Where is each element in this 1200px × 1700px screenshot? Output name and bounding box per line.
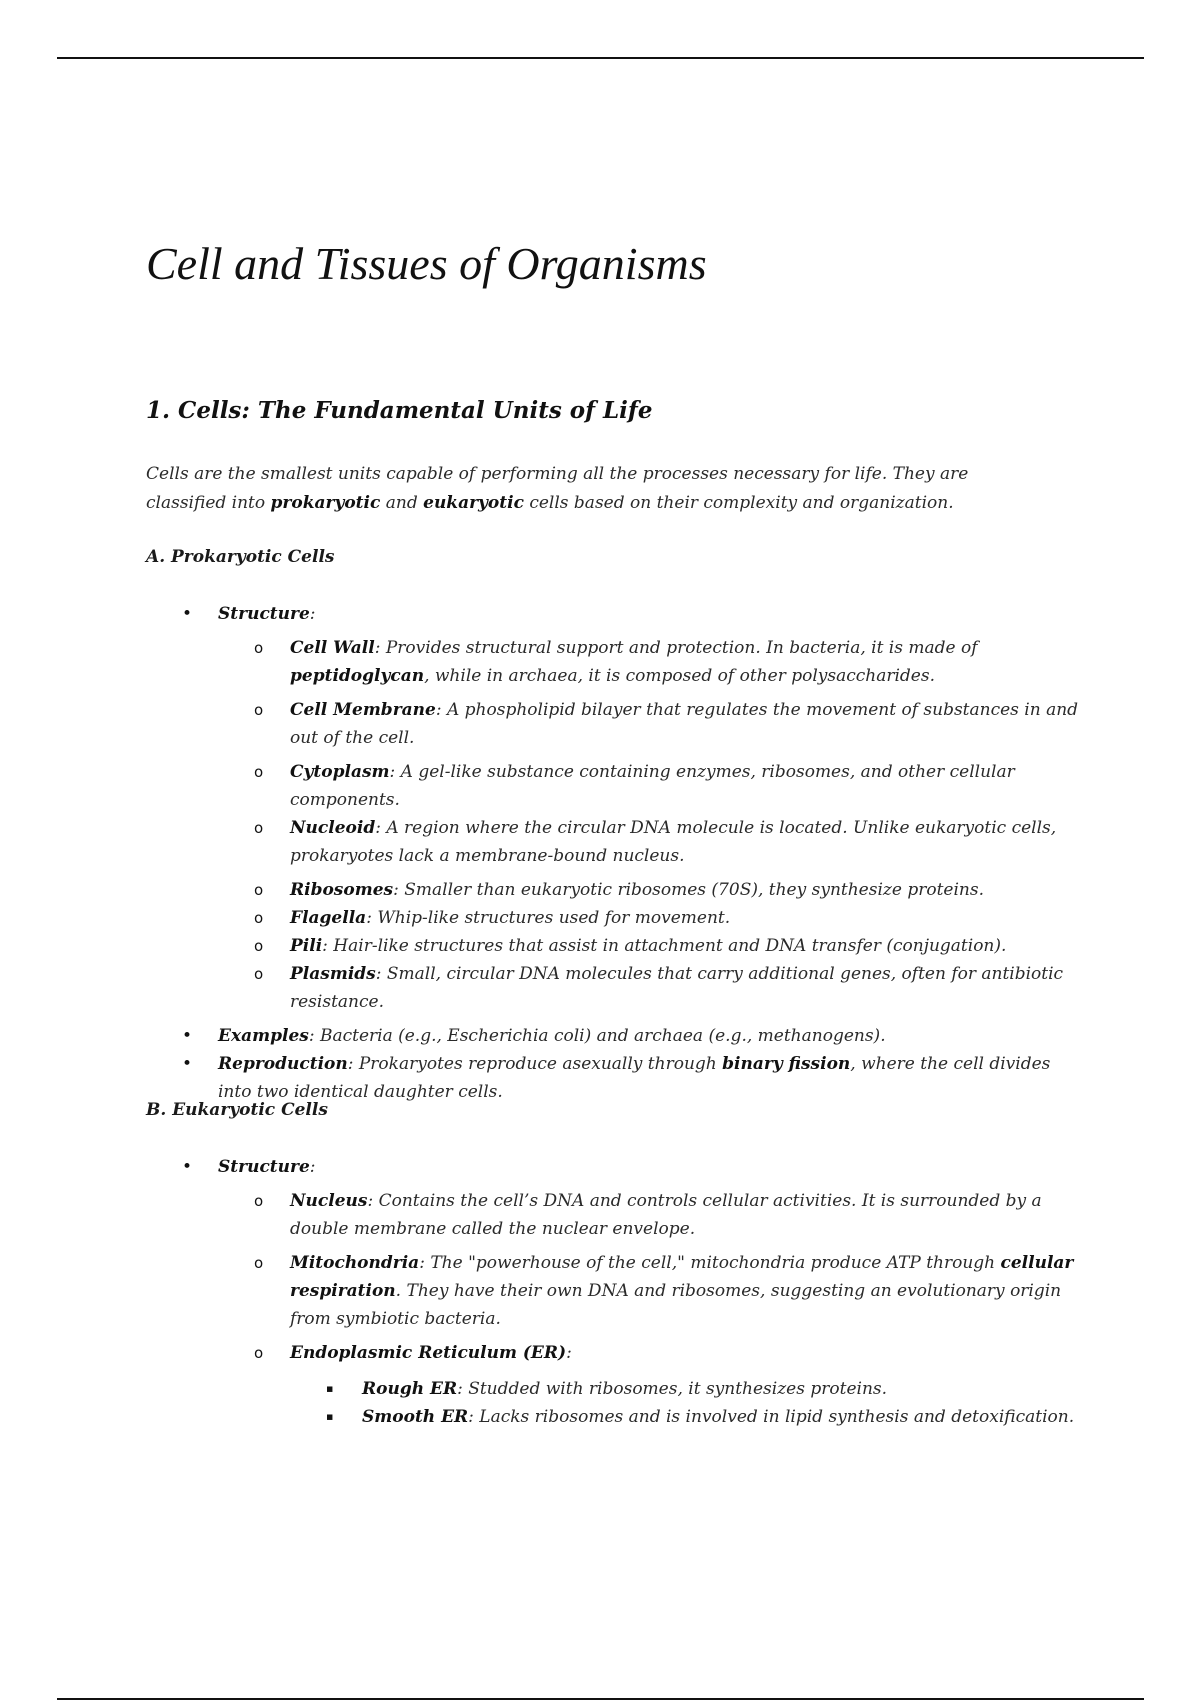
item-term: Endoplasmic Reticulum (ER) xyxy=(290,1343,567,1363)
intro-term-prokaryotic: prokaryotic xyxy=(270,493,381,513)
item-term: Structure xyxy=(218,604,310,624)
list-item-flagella xyxy=(218,904,1086,932)
list-item-examples xyxy=(146,1022,1086,1050)
intro-text: Cells are the smallest units capable of performing all the processes necessary for life. They are classified into xyxy=(146,464,969,513)
list-item-nucleus xyxy=(218,1187,1086,1243)
item-term: Cell Wall xyxy=(290,638,375,658)
item-text: : A region where the circular DNA molecule is located. Unlike eukaryotic cells, prokaryotes lack a membrane-bound nucleus. xyxy=(290,818,1057,866)
circle-bullet-icon: o xyxy=(254,1192,264,1210)
item-text: : xyxy=(309,1157,316,1177)
circle-bullet-icon: o xyxy=(254,1344,264,1362)
item-text: : A phospholipid bilayer that regulates the movement of substances in and out of the cell. xyxy=(290,700,1079,748)
item-term: Reproduction xyxy=(218,1054,348,1074)
list-item-smooth-er xyxy=(290,1403,1086,1431)
bullet-icon: • xyxy=(182,604,193,624)
item-bold: cellular respiration xyxy=(290,1253,1074,1301)
item-term: Rough ER xyxy=(362,1379,458,1399)
item-text: : Smaller than eukaryotic ribosomes (70S), they synthesize proteins. xyxy=(393,880,984,900)
item-term: Nucleoid xyxy=(290,818,376,838)
circle-bullet-icon: o xyxy=(254,819,264,837)
intro-term-eukaryotic: eukaryotic xyxy=(423,493,524,513)
item-term: Plasmids xyxy=(290,964,376,984)
item-text: : Bacteria (e.g., Escherichia coli) and archaea (e.g., methanogens). xyxy=(308,1026,886,1046)
circle-bullet-icon: o xyxy=(254,881,264,899)
item-bold: binary fission xyxy=(722,1054,851,1074)
circle-bullet-icon: o xyxy=(254,909,264,927)
section-heading: 1. Cells: The Fundamental Units of Life xyxy=(146,397,653,424)
circle-bullet-icon: o xyxy=(254,639,264,657)
square-bullet-icon: ▪ xyxy=(326,1382,334,1395)
list-item-mitochondria xyxy=(218,1249,1086,1333)
item-text: : Provides structural support and protection. In bacteria, it is made of xyxy=(374,638,978,658)
item-term: Ribosomes xyxy=(290,880,394,900)
intro-text: and xyxy=(380,493,424,513)
square-bullet-icon: ▪ xyxy=(326,1410,334,1423)
item-text: : The "powerhouse of the cell," mitochondria produce ATP through xyxy=(419,1253,1001,1273)
list-item-ribosomes xyxy=(218,876,1086,904)
list-item-cell-wall xyxy=(218,634,1086,690)
item-term: Examples xyxy=(218,1026,309,1046)
item-text: , where the cell divides into two identical daughter cells. xyxy=(218,1054,1051,1102)
item-bold: peptidoglycan xyxy=(290,666,425,686)
bullet-icon: • xyxy=(182,1026,193,1046)
item-term: Pili xyxy=(290,936,323,956)
list-item-cytoplasm xyxy=(218,758,1086,814)
item-text: : A gel-like substance containing enzymes, ribosomes, and other cellular components. xyxy=(290,762,1015,810)
item-text: . They have their own DNA and ribosomes, suggesting an evolutionary origin from symbiotic bacteria. xyxy=(290,1281,1062,1329)
circle-bullet-icon: o xyxy=(254,1254,264,1272)
item-text: : Whip-like structures used for movement. xyxy=(366,908,731,928)
item-term: Nucleus xyxy=(290,1191,368,1211)
item-term: Mitochondria xyxy=(290,1253,420,1273)
header-rule xyxy=(57,57,1144,59)
list-item-plasmids xyxy=(218,960,1086,1016)
list-item-cell-membrane xyxy=(218,696,1086,752)
subheading-prokaryotic: A. Prokaryotic Cells xyxy=(146,547,335,567)
prokaryotic-list xyxy=(146,600,1086,1106)
item-term: Smooth ER xyxy=(362,1407,469,1427)
item-text: : Small, circular DNA molecules that carry additional genes, often for antibiotic resistance. xyxy=(290,964,1064,1012)
bullet-icon: • xyxy=(182,1157,193,1177)
list-item-pili xyxy=(218,932,1086,960)
circle-bullet-icon: o xyxy=(254,763,264,781)
list-item-structure xyxy=(146,1153,1086,1431)
list-item-nucleoid xyxy=(218,814,1086,870)
eukaryotic-list xyxy=(146,1153,1086,1431)
item-text: : Prokaryotes reproduce asexually through xyxy=(347,1054,723,1074)
item-term: Structure xyxy=(218,1157,310,1177)
item-text: , while in archaea, it is composed of other polysaccharides. xyxy=(424,666,935,686)
circle-bullet-icon: o xyxy=(254,701,264,719)
list-item-endoplasmic-reticulum xyxy=(218,1339,1086,1431)
list-item-rough-er xyxy=(290,1375,1086,1403)
item-term: Flagella xyxy=(290,908,367,928)
intro-paragraph xyxy=(146,460,1046,518)
intro-text: cells based on their complexity and organization. xyxy=(523,493,954,513)
item-term: Cytoplasm xyxy=(290,762,390,782)
circle-bullet-icon: o xyxy=(254,965,264,983)
item-text: : Studded with ribosomes, it synthesizes proteins. xyxy=(457,1379,888,1399)
item-text: : Lacks ribosomes and is involved in lipid synthesis and detoxification. xyxy=(468,1407,1075,1427)
bullet-icon: • xyxy=(182,1054,193,1074)
item-text: : xyxy=(566,1343,572,1363)
item-text: : Hair-like structures that assist in attachment and DNA transfer (conjugation). xyxy=(322,936,1007,956)
circle-bullet-icon: o xyxy=(254,937,264,955)
item-term: Cell Membrane xyxy=(290,700,436,720)
list-item-structure xyxy=(146,600,1086,1016)
item-text: : xyxy=(309,604,316,624)
page-title: Cell and Tissues of Organisms xyxy=(146,238,707,289)
subheading-eukaryotic: B. Eukaryotic Cells xyxy=(146,1100,328,1120)
item-text: : Contains the cell’s DNA and controls cellular activities. It is surrounded by a double membrane called the nuclear envelope. xyxy=(290,1191,1042,1239)
